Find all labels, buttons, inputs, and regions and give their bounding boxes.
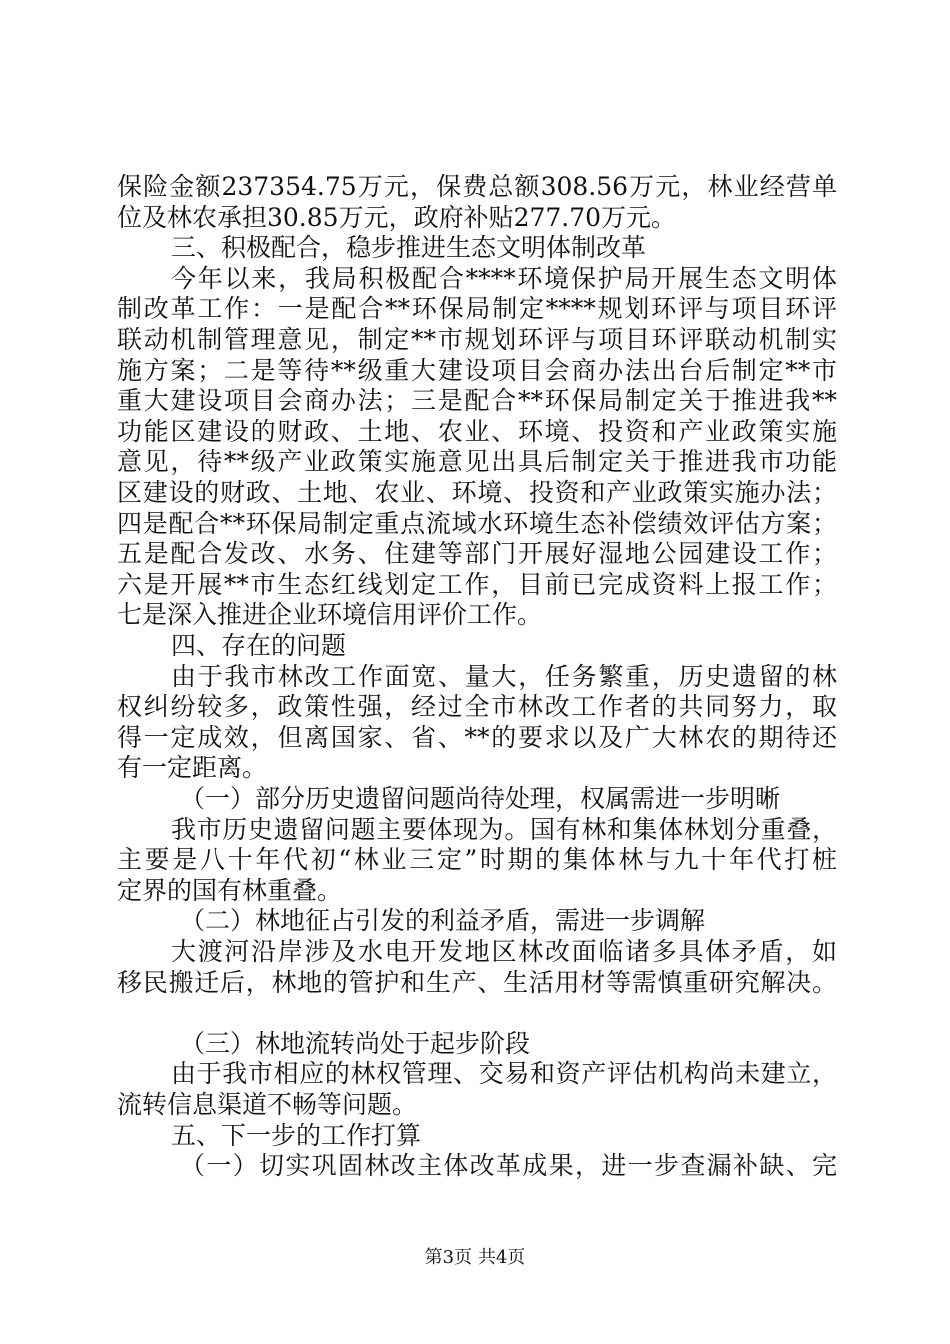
- body-line: 七是深入推进企业环境信用评价工作。: [117, 600, 543, 629]
- subsection-heading: （二）林地征占引发的利益矛盾，需进一步调解: [180, 906, 706, 935]
- body-line: 区建设的财政、土地、农业、环境、投资和产业政策实施办法；: [117, 478, 837, 507]
- section-heading: 五、下一步的工作打算: [171, 1121, 422, 1150]
- body-line: 移民搬迁后，林地的管护和生产、生活用材等需慎重研究解决。: [117, 968, 837, 997]
- body-line: 功能区建设的财政、土地、农业、环境、投资和产业政策实施: [117, 417, 837, 446]
- body-line: 由于我市林改工作面宽、量大，任务繁重，历史遗留的林: [171, 662, 837, 691]
- section-heading: 三、积极配合，稳步推进生态文明体制改革: [171, 233, 647, 262]
- body-line: 由于我市相应的林权管理、交易和资产评估机构尚未建立，: [171, 1059, 837, 1088]
- body-line: 四是配合**环保局制定重点流域水环境生态补偿绩效评估方案；: [117, 509, 837, 538]
- body-line: 保险金额237354.75万元，保费总额308.56万元，林业经营单: [117, 172, 837, 201]
- body-line: 联动机制管理意见，制定**市规划环评与项目环评联动机制实: [117, 325, 837, 354]
- body-line: 流转信息渠道不畅等问题。: [117, 1090, 418, 1119]
- body-line: 今年以来，我局积极配合****环境保护局开展生态文明体: [171, 264, 837, 293]
- body-line: 位及林农承担30.85万元，政府补贴277.70万元。: [117, 203, 677, 232]
- body-line: 权纠纷较多，政策性强，经过全市林改工作者的共同努力，取: [117, 692, 837, 721]
- body-line: 定界的国有林重叠。: [117, 876, 343, 905]
- page-footer: 第3页 共4页: [424, 1247, 526, 1268]
- body-line: 大渡河沿岸涉及水电开发地区林改面临诸多具体矛盾，如: [171, 937, 837, 966]
- body-line: 主要是八十年代初“林业三定”时期的集体林与九十年代打桩: [117, 845, 837, 874]
- body-line: 五是配合发改、水务、住建等部门开展好湿地公园建设工作；: [117, 539, 837, 568]
- body-line: 施方案；二是等待**级重大建设项目会商办法出台后制定**市: [117, 356, 837, 385]
- subsection-heading: （一）切实巩固林改主体改革成果，进一步查漏补缺、完: [180, 1151, 837, 1180]
- body-line: 我市历史遗留问题主要体现为。国有林和集体林划分重叠，: [171, 815, 837, 844]
- subsection-heading: （一）部分历史遗留问题尚待处理，权属需进一步明晰: [180, 784, 781, 813]
- body-line: 重大建设项目会商办法；三是配合**环保局制定关于推进我**: [117, 386, 837, 415]
- body-line: 制改革工作：一是配合**环保局制定****规划环评与项目环评: [117, 294, 837, 323]
- body-line: 六是开展**市生态红线划定工作，目前已完成资料上报工作；: [117, 570, 837, 599]
- body-line: 有一定距离。: [117, 753, 268, 782]
- subsection-heading: （三）林地流转尚处于起步阶段: [180, 1029, 531, 1058]
- body-line: 意见，待**级产业政策实施意见出具后制定关于推进我市功能: [117, 447, 837, 476]
- section-heading: 四、存在的问题: [171, 631, 347, 660]
- body-line: 得一定成效，但离国家、省、**的要求以及广大林农的期待还: [117, 723, 837, 752]
